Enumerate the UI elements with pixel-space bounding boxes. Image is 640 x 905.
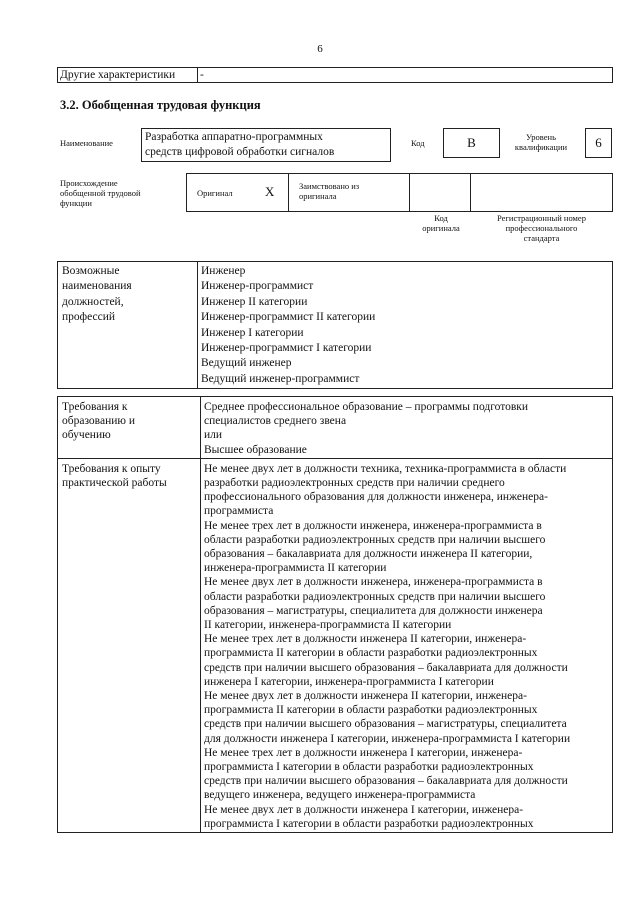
- borrowed-label-line: оригинала: [299, 191, 337, 201]
- req-text-line: Среднее профессиональное образование – программы подготовки: [204, 401, 529, 413]
- position-item: Инженер II категории: [201, 295, 308, 308]
- req-text-line: программиста II категории в области разработки радиоэлектронных: [204, 647, 538, 660]
- req-text-line: специалистов среднего звена: [204, 415, 347, 428]
- other-characteristics-table: [57, 67, 613, 83]
- req-text-line: программиста: [204, 505, 274, 518]
- experience-requirements-label: [58, 458, 201, 832]
- req-text-line: средств при наличии высшего образования – бакалавриата для должности: [204, 775, 568, 788]
- origin-label-line: обобщенной трудовой: [60, 188, 141, 198]
- position-item: Ведущий инженер-программист: [201, 372, 360, 385]
- other-characteristics-label: Другие характеристики: [58, 68, 198, 83]
- code-label: Код: [411, 138, 425, 148]
- req-text-line: разработки радиоэлектронных средств при наличии среднего: [204, 477, 505, 490]
- positions-label: [58, 262, 198, 389]
- req-label-line: образованию и: [62, 415, 135, 428]
- caption-line: Код: [434, 213, 448, 223]
- origin-label-line: функции: [60, 198, 92, 208]
- position-item: Инженер-программист: [201, 280, 314, 293]
- function-name-line: средств цифровой обработки сигналов: [145, 146, 335, 158]
- position-item: Инженер-программист II категории: [201, 311, 376, 324]
- page-number: 6: [317, 43, 323, 55]
- positions-label-line: Возможные: [62, 265, 120, 277]
- origin-box: [186, 173, 613, 212]
- req-label-line: обучению: [62, 429, 111, 442]
- req-text-line: программиста II категории в области разработки радиоэлектронных: [204, 704, 538, 717]
- borrowed-label-line: Заимствовано из: [299, 181, 360, 191]
- req-text-line: профессионального образования для должности инженера, инженера-: [204, 491, 548, 504]
- positions-label-line: профессий: [62, 311, 116, 324]
- position-item: Инженер: [201, 265, 246, 277]
- requirements-table: [57, 396, 613, 833]
- origin-label-line: Происхождение: [60, 178, 118, 188]
- level-label-line: квалификации: [514, 142, 568, 152]
- registration-number-caption: [470, 213, 613, 243]
- req-text-line: для должности инженера I категории, инженера-программиста I категории: [204, 732, 571, 745]
- origin-label: [60, 178, 141, 208]
- req-text-line: инженера-программиста II категории: [204, 562, 387, 575]
- req-text-line: Не менее трех лет в должности инженера I категории, инженера-: [204, 746, 523, 759]
- other-characteristics-value: -: [198, 68, 613, 83]
- level-value: 6: [585, 128, 612, 158]
- position-item: Ведущий инженер: [201, 357, 292, 370]
- req-text-line: Не менее двух лет в должности инженера II категории, инженера-: [204, 690, 527, 703]
- education-requirements-text: [201, 397, 613, 459]
- req-text-line: образования – бакалавриата для должности инженера II категории,: [204, 548, 533, 561]
- borrowed-label: [299, 181, 359, 201]
- education-requirements-label: [58, 397, 201, 459]
- req-text-line: программиста I категории в области разработки радиоэлектронных: [204, 761, 534, 774]
- level-label: [500, 132, 582, 152]
- function-name-line: Разработка аппаратно-программных: [145, 131, 323, 143]
- req-text-line: области разработки радиоэлектронных средств при наличии высшего: [204, 590, 546, 603]
- req-text-line: Высшее образование: [204, 443, 307, 456]
- req-text-line: Не менее двух лет в должности инженера, инженера-программиста в: [204, 576, 543, 589]
- req-text-line: средств при наличии высшего образования – бакалавриата для должности: [204, 661, 568, 674]
- positions-table: [57, 261, 613, 389]
- section-title: 3.2. Обобщенная трудовая функция: [60, 98, 261, 112]
- req-label-line: практической работы: [62, 477, 167, 490]
- positions-label-line: должностей,: [62, 295, 124, 308]
- original-mark: X: [265, 184, 275, 199]
- registration-number-cell: [470, 173, 613, 212]
- original-cell: [186, 173, 289, 212]
- req-text-line: средств при наличии высшего образования – магистратуры, специалитета: [204, 718, 567, 731]
- caption-line: стандарта: [523, 233, 560, 243]
- req-text-line: программиста I категории в области разработки радиоэлектронных: [204, 817, 534, 830]
- borrowed-cell: [288, 173, 410, 212]
- req-text-line: инженера I категории, инженера-программиста I категории: [204, 675, 494, 688]
- positions-label-line: наименования: [62, 280, 132, 293]
- level-label-line: Уровень: [526, 132, 556, 142]
- req-text-line: Не менее трех лет в должности инженера, инженера-программиста в: [204, 519, 542, 532]
- req-text-line: образования – магистратуры, специалитета для должности инженера: [204, 604, 543, 617]
- function-name-box: [141, 128, 391, 162]
- code-value: B: [443, 128, 500, 158]
- caption-line: профессионального: [505, 223, 578, 233]
- position-item: Инженер-программист I категории: [201, 342, 372, 355]
- req-text-line: или: [204, 429, 223, 442]
- caption-line: Регистрационный номер: [497, 213, 586, 223]
- req-text-line: области разработки радиоэлектронных средств при наличии высшего: [204, 533, 546, 546]
- experience-requirements-text: [201, 458, 613, 832]
- req-text-line: Не менее двух лет в должности техника, техника-программиста в области: [204, 462, 567, 475]
- req-text-line: Не менее двух лет в должности инженера I категории, инженера-: [204, 803, 524, 816]
- original-label: Оригинал: [197, 188, 233, 198]
- caption-line: оригинала: [422, 223, 460, 233]
- req-text-line: II категории, инженера-программиста II категории: [204, 619, 452, 632]
- req-text-line: ведущего инженера, ведущего инженера-программиста: [204, 789, 476, 802]
- name-label: Наименование: [60, 138, 113, 148]
- req-label-line: Требования к: [62, 401, 128, 413]
- original-code-caption: [410, 213, 472, 233]
- positions-list: [198, 262, 613, 389]
- position-item: Инженер I категории: [201, 326, 304, 339]
- req-label-line: Требования к опыту: [62, 462, 161, 475]
- original-code-cell: [409, 173, 471, 212]
- req-text-line: Не менее трех лет в должности инженера II категории, инженера-: [204, 633, 527, 646]
